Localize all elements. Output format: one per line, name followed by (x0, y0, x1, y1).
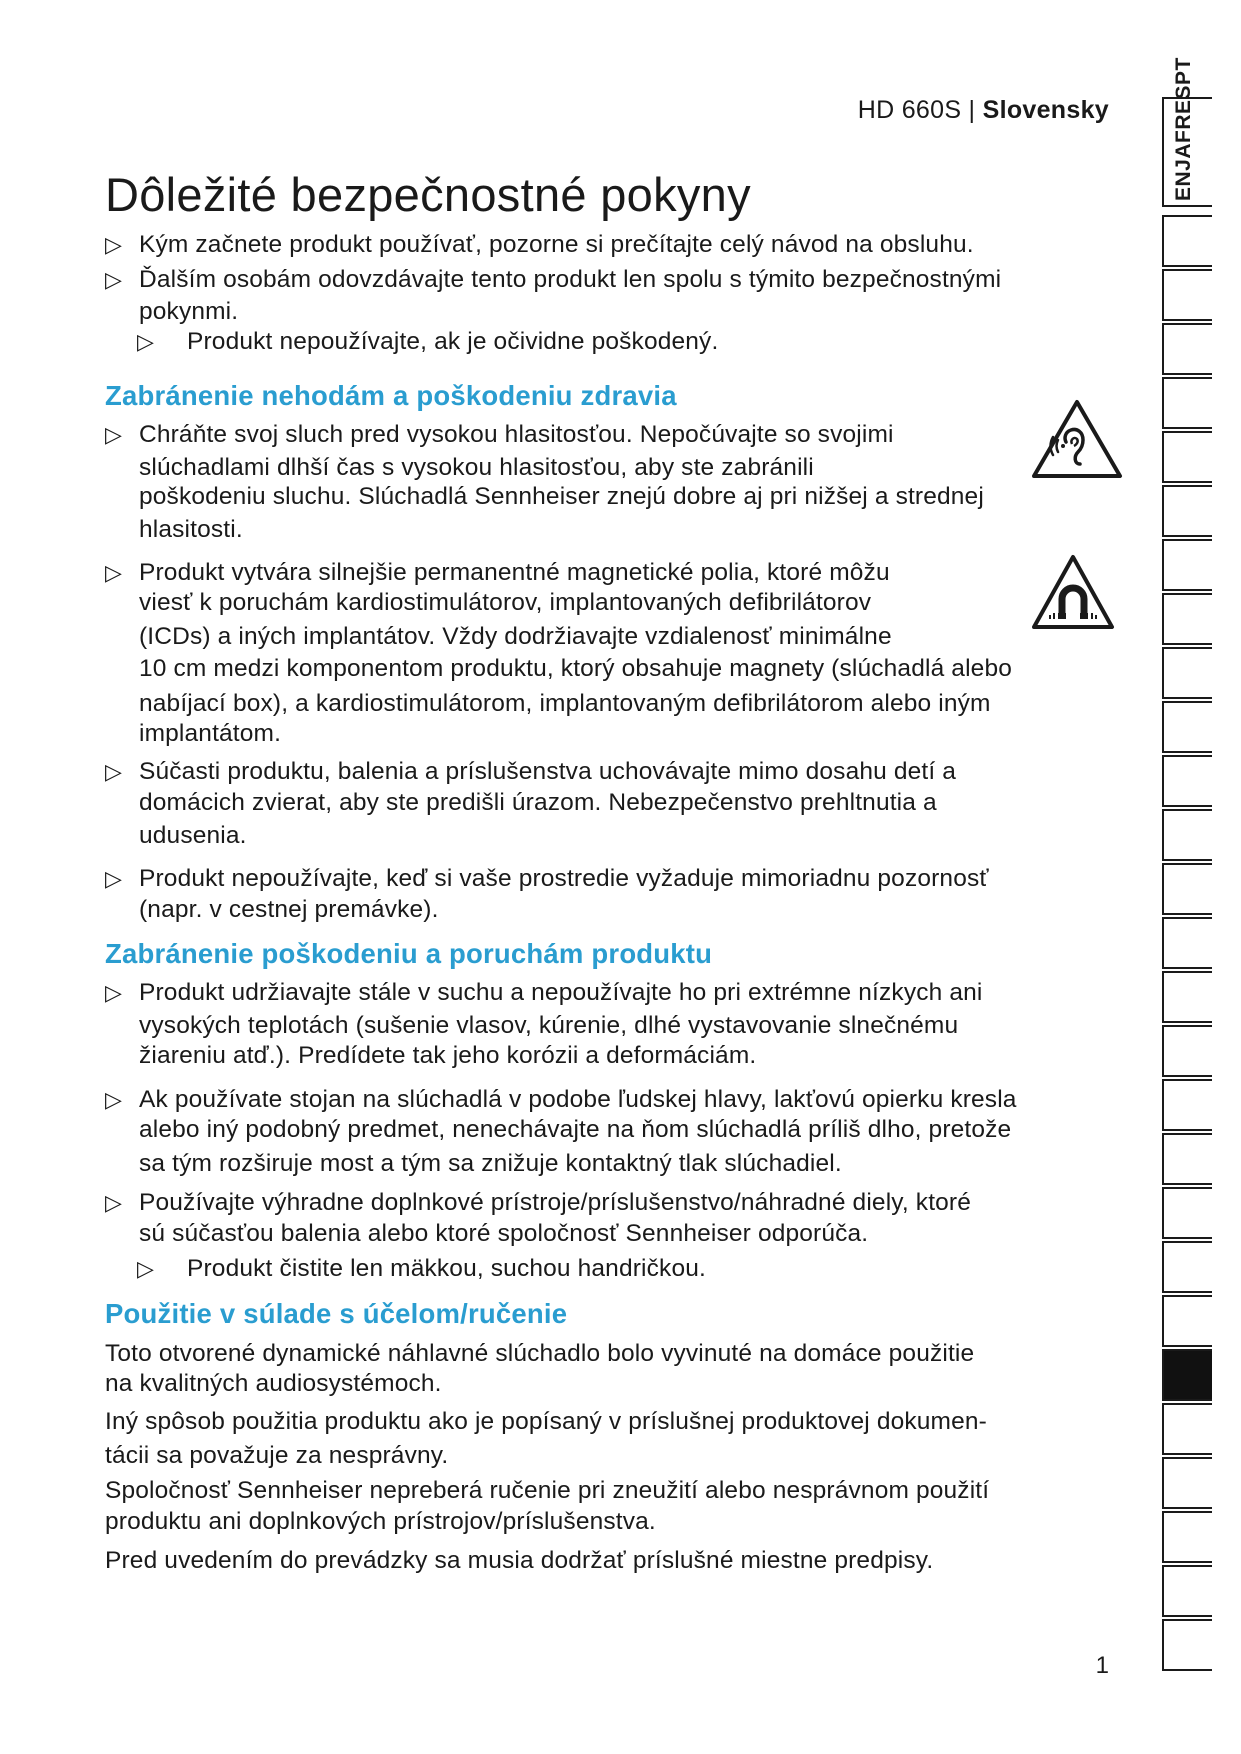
bullet-text: hlasitosti. (139, 516, 243, 543)
bullet-text: žiareniu atď.). Predídete tak jeho korózii a deformáciám. (139, 1042, 757, 1069)
side-tab (1162, 1241, 1212, 1293)
header-model: HD 660S | (857, 96, 976, 124)
section-title-intended-use: Použitie v súlade s účelom/ručenie (105, 1298, 568, 1329)
side-tab (1162, 863, 1212, 915)
side-tab (1162, 1511, 1212, 1563)
side-tab (1162, 1457, 1212, 1509)
bullet-text: pokynmi. (139, 298, 239, 325)
bullet-text: nabíjací box), a kardiostimulátorom, implantovaným defibrilátorom alebo iným (139, 690, 991, 717)
bullet-text: Ďalším osobám odovzdávajte tento produkt len spolu s týmito bezpečnostnými (139, 266, 1002, 293)
paragraph-line: Toto otvorené dynamické náhlavné slúchadlo bolo vyvinuté na domáce použitie (105, 1340, 975, 1367)
header-language: Slovensky (982, 96, 1109, 124)
side-tab (1162, 647, 1212, 699)
bullet-text: Používajte výhradne doplnkové prístroje/príslušenstvo/náhradné diely, ktoré (139, 1189, 972, 1216)
paragraph-line: produktu ani doplnkových prístrojov/príslušenstva. (105, 1508, 656, 1535)
triangle-bullet-icon: ▷ (105, 1190, 123, 1215)
section-title-product-damage: Zabránenie poškodeniu a poruchám produktu (105, 938, 713, 969)
bullet-text: Chráňte svoj sluch pred vysokou hlasitosťou. Nepočúvajte so svojimi (139, 421, 894, 448)
side-tab (1162, 1079, 1212, 1131)
triangle-bullet-icon: ▷ (105, 560, 123, 585)
bullet-text: domácich zvierat, aby ste predišli úrazom. Nebezpečenstvo prehltnutia a (139, 789, 937, 816)
triangle-bullet-icon: ▷ (105, 232, 123, 257)
paragraph-line: Spoločnosť Sennheiser nepreberá ručenie pri zneužití alebo nesprávnom použití (105, 1477, 990, 1504)
bullet-text: Produkt nepoužívajte, keď si vaše prostredie vyžaduje mimoriadnu pozornosť (139, 865, 989, 892)
bullet-text: 10 cm medzi komponentom produktu, ktorý obsahuje magnety (slúchadlá alebo (139, 655, 1013, 682)
bullet-text: viesť k poruchám kardiostimulátorov, implantovaných defibrilátorov (139, 589, 872, 616)
bullet-text: poškodeniu sluchu. Slúchadlá Sennheiser znejú dobre aj pri nižšej a strednej (139, 483, 984, 510)
side-tab (1162, 1619, 1212, 1671)
magnetic-field-warning-icon (1030, 553, 1116, 631)
bullet-text: (ICDs) a iných implantátov. Vždy dodržiavajte vzdialenosť minimálne (139, 623, 892, 650)
side-tab (1162, 269, 1212, 321)
side-tab (1162, 755, 1212, 807)
language-tab-label (1170, 55, 1204, 205)
language-tab-strip (1162, 55, 1214, 1680)
triangle-bullet-icon: ▷ (137, 1256, 155, 1281)
side-tab (1162, 377, 1212, 429)
page-number: 1 (1095, 1652, 1109, 1679)
side-tab (1162, 917, 1212, 969)
bullet-text: udusenia. (139, 822, 247, 849)
side-tab (1162, 1187, 1212, 1239)
bullet-text: alebo iný podobný predmet, nenechávajte na ňom slúchadlá príliš dlho, pretože (139, 1116, 1012, 1143)
bullet-text: vysokých teplotách (sušenie vlasov, kúrenie, dlhé vystavovanie slnečnému (139, 1012, 959, 1039)
bullet-text: sú súčasťou balenia alebo ktoré spoločnosť Sennheiser odporúča. (139, 1220, 869, 1247)
page-title: Dôležité bezpečnostné pokyny (105, 168, 751, 221)
bullet-text: Kým začnete produkt používať, pozorne si prečítajte celý návod na obsluhu. (139, 231, 974, 258)
triangle-bullet-icon: ▷ (105, 980, 123, 1005)
paragraph-line: na kvalitných audiosystémoch. (105, 1370, 442, 1397)
bullet-text: (napr. v cestnej premávke). (139, 896, 439, 923)
side-tab (1162, 323, 1212, 375)
bullet-text: Produkt udržiavajte stále v suchu a nepoužívajte ho pri extrémne nízkych ani (139, 979, 983, 1006)
bullet-text: slúchadlami dlhší čas s vysokou hlasitosťou, aby ste zabránili (139, 454, 814, 481)
triangle-bullet-icon: ▷ (105, 422, 123, 447)
side-tab (1162, 1295, 1212, 1347)
side-tab-active (1162, 1349, 1212, 1401)
paragraph-line: Pred uvedením do prevádzky sa musia dodržať príslušné miestne predpisy. (105, 1547, 934, 1574)
triangle-bullet-icon: ▷ (105, 759, 123, 784)
page-header (858, 96, 1109, 125)
triangle-bullet-icon: ▷ (137, 329, 155, 354)
side-tab (1162, 593, 1212, 645)
bullet-text: Produkt nepoužívajte, ak je očividne poškodený. (187, 328, 719, 355)
side-tab (1162, 485, 1212, 537)
language-codes: ENJAFRESPT (1172, 57, 1195, 201)
triangle-bullet-icon: ▷ (105, 866, 123, 891)
bullet-text: sa tým rozširuje most a tým sa znižuje kontaktný tlak slúchadiel. (139, 1150, 842, 1177)
hearing-warning-icon (1030, 398, 1124, 480)
bullet-text: implantátom. (139, 720, 282, 747)
triangle-bullet-icon: ▷ (105, 1087, 123, 1112)
side-tab (1162, 1565, 1212, 1617)
triangle-bullet-icon: ▷ (105, 267, 123, 292)
side-tab (1162, 1403, 1212, 1455)
paragraph-line: tácii sa považuje za nesprávny. (105, 1442, 449, 1469)
bullet-text: Súčasti produktu, balenia a príslušenstva uchovávajte mimo dosahu detí a (139, 758, 957, 785)
side-tab (1162, 971, 1212, 1023)
side-tab (1162, 1025, 1212, 1077)
side-tab (1162, 215, 1212, 267)
side-tab (1162, 1133, 1212, 1185)
side-tab (1162, 539, 1212, 591)
bullet-text: Produkt vytvára silnejšie permanentné magnetické polia, ktoré môžu (139, 559, 890, 586)
side-tab (1162, 701, 1212, 753)
bullet-text: Produkt čistite len mäkkou, suchou handričkou. (187, 1255, 706, 1282)
section-title-accidents: Zabránenie nehodám a poškodeniu zdravia (105, 380, 677, 411)
side-tab (1162, 809, 1212, 861)
paragraph-line: Iný spôsob použitia produktu ako je popísaný v príslušnej produktovej dokumen- (105, 1408, 987, 1435)
side-tab (1162, 431, 1212, 483)
bullet-text: Ak používate stojan na slúchadlá v podobe ľudskej hlavy, lakťovú opierku kresla (139, 1086, 1017, 1113)
